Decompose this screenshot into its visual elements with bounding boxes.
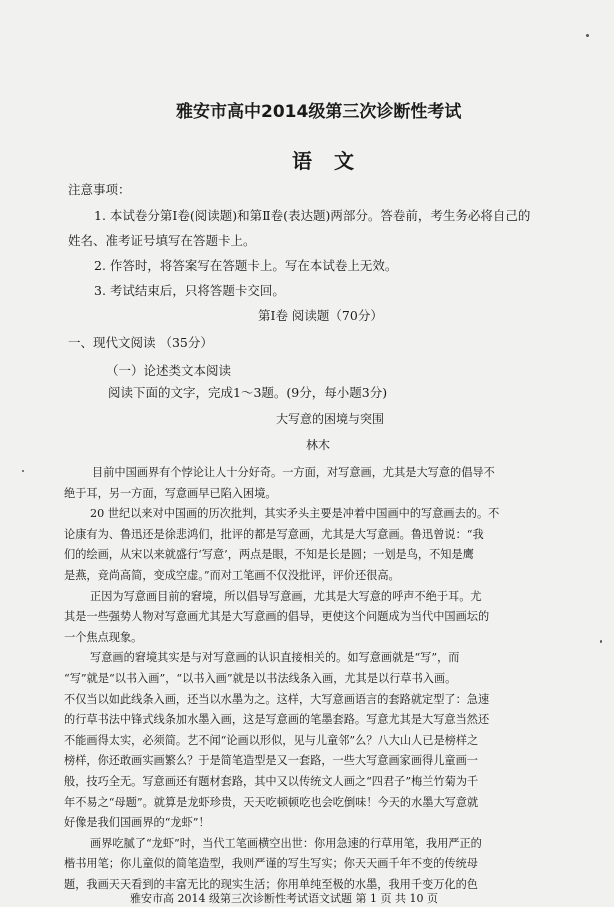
article-line: 是燕，竞尚高简，变成空虚。”而对工笔画不仅没批评，评价还很高。: [64, 569, 400, 582]
article-line: 一个焦点现象。: [64, 630, 143, 644]
article-line: 楷书用笔；你儿童似的简笔造型，我则严谨的写生写实；你天天画千年不变的传统母: [64, 857, 478, 871]
reading-instruction: 阅读下面的文字，完成1～3题。(9分，每小题3分): [108, 385, 388, 400]
part-title: 第Ⅰ卷 阅读题（70分）: [258, 308, 383, 323]
article-line: 其是一些强势人物对写意画尤其是大写意画的倡导，更使这个问题成为当代中国画坛的: [64, 610, 490, 624]
article-line: 的行草书法中锋式线条加水墨入画，这是写意画的笔墨套路。写意尤其是大写意当然还: [64, 713, 490, 727]
notice-item: 2. 作答时，将答案写在答题卡上。写在本试卷上无效。: [94, 258, 398, 273]
article-line: 年不易之“母题”。就算是龙虾珍贵，天天吃顿顿吃也会吃倒味！今天的水墨大写意就: [64, 795, 479, 809]
article-line: 榜样，你还敢画实画繁么？于是简笔造型是又一套路，一些大写意画家画得儿童画一: [64, 754, 478, 768]
article-line: 不能画得太实，必须简。艺不闻“论画以形似，见与儿童邻”么？八大山人已是榜样之: [64, 733, 479, 747]
article-line: 好像是我们国画界的“龙虾”！: [64, 816, 210, 830]
notice-item: 姓名、准考证号填写在答题卡上。: [68, 233, 256, 248]
article-line: 不仅当以如此线条入画，还当以水墨为之。这样，大写意画语言的套路就定型了：急速: [64, 692, 490, 706]
subsection-heading: （一）论述类文本阅读: [106, 363, 232, 378]
article-line: 20 世纪以来对中国画的历次批判，其实矛头主要是冲着中国画中的写意画去的。不: [90, 507, 500, 521]
article-line: 们的绘画，从宋以来就盛行‘写意’，两点是眼，不知是长是圆；一划是鸟，不知是鹰: [64, 548, 474, 562]
notice-item: 3. 考试结束后，只将答题卡交回。: [94, 283, 285, 298]
article-line: 目前中国画界有个悖论让人十分好奇。一方面，对写意画，尤其是大写意的倡导不: [92, 466, 495, 479]
article-line: “写”就是“以书入画”，“以书入画”就是以书法线条入画，尤其是以行草书入画。: [64, 672, 457, 685]
article-line: 画界吃腻了“龙虾”时，当代工笔画横空出世：你用急速的行草用笔，我用严正的: [90, 836, 482, 850]
article-line: 般，技巧全无。写意画还有题材套路，其中又以传统文人画之“四君子”梅兰竹菊为千: [64, 775, 479, 788]
article-line: 绝于耳，另一方面，写意画早已陷入困境。: [64, 486, 277, 500]
scan-speck: [22, 470, 24, 472]
article-line: 写意画的窘境其实是与对写意画的认识直接相关的。如写意画就是“写”，而: [90, 651, 460, 665]
article-line: 题，我画天天看到的丰富无比的现实生活；你用单纯至极的水墨，我用千变万化的色: [64, 878, 478, 891]
article-line: 正因为写意画目前的窘境，所以倡导写意画，尤其是大写意的呼声不绝于耳。尤: [90, 589, 482, 603]
article-title: 大写意的困境与突围: [276, 412, 385, 426]
subject-title: 语文: [292, 149, 376, 173]
page-footer: 雅安市高 2014 级第三次诊断性考试语文试题 第 1 页 共 10 页: [130, 892, 438, 905]
scan-speck: [586, 34, 589, 37]
scan-speck: [600, 640, 602, 643]
article-line: 论康有为、鲁迅还是徐悲鸿们，批评的都是写意画，尤其是大写意画。鲁迅曾说：“我: [64, 527, 484, 541]
article-author: 林木: [306, 438, 331, 452]
notice-heading: 注意事项：: [68, 182, 131, 197]
notice-item: 1. 本试卷分第Ⅰ卷(阅读题)和第Ⅱ卷(表达题)两部分。答卷前，考生务必将自己的: [94, 208, 531, 223]
section-heading: 一、现代文阅读 （35分）: [68, 335, 213, 350]
exam-title: 雅安市高中2014级第三次诊断性考试: [176, 102, 462, 122]
